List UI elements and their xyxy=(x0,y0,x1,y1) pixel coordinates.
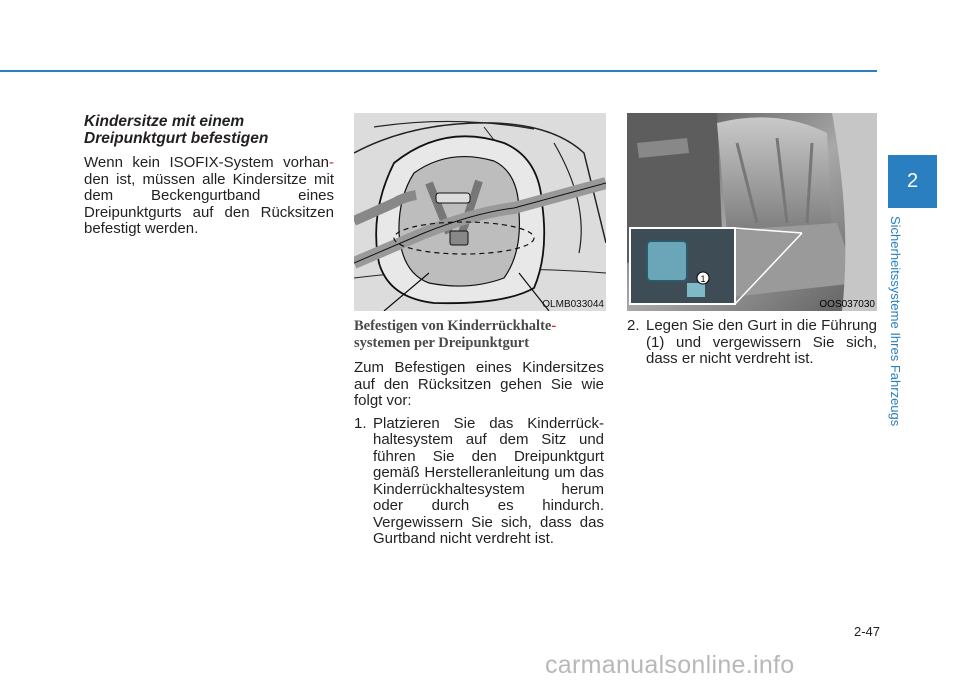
child-seat-drawing xyxy=(354,113,606,311)
intro-text: Zum Befestigen eines Kindersitzes auf den Rücksitzen gehen Sie wie folgt vor: xyxy=(354,359,604,409)
callout-number: 1 xyxy=(700,274,706,284)
section-step-two xyxy=(627,318,877,368)
section-body xyxy=(84,155,334,238)
rear-seat-photo-drawing xyxy=(627,113,877,311)
step-number: 2. xyxy=(627,317,640,334)
soft-hyphen: - xyxy=(551,318,557,334)
list-item xyxy=(354,416,604,548)
subsection-heading-part2: systemen per Dreipunktgurt xyxy=(354,335,530,351)
soft-hyphen: - xyxy=(329,154,334,171)
child-seat-illustration xyxy=(354,113,606,311)
figure-code: OOS037030 xyxy=(819,299,875,310)
subsection-heading xyxy=(354,318,604,352)
step-text: Platzieren Sie das Kinderrück-haltesystem auf dem Sitz und führen Sie den Dreipunktgurt gemäß Herstelleranleitung um das Kinderrückhaltesystem herum oder durch es hindurch. Vergewissern Sie sich, dass das Gurtband nicht verdreht ist. xyxy=(373,414,604,547)
list-item xyxy=(627,318,877,368)
section-three-point-belt xyxy=(84,113,334,238)
figure-code: OLMB033044 xyxy=(542,299,604,310)
step-text: Legen Sie den Gurt in die Führung (1) und vergewissern Sie sich, dass er nicht verdreht ist. xyxy=(646,317,877,367)
body-text-part2: den ist, müssen alle Kindersitze mit dem Beckengurtband eines Dreipunktgurts auf den Rücksitzen befestigt werden. xyxy=(84,170,334,237)
page-number: 2-47 xyxy=(853,624,880,639)
body-text-part1: Wenn kein ISOFIX-System vorhan xyxy=(84,154,329,171)
watermark: carmanualsonline.info xyxy=(545,651,795,679)
subsection-heading-part1: Befestigen von Kinderrückhalte xyxy=(354,318,552,334)
step-number: 1. xyxy=(354,414,367,432)
section-heading-line1: Kindersitze mit einem xyxy=(84,113,245,130)
chapter-number-tab: 2 xyxy=(888,155,937,208)
section-fastening-child-restraint xyxy=(354,318,604,548)
header-rule xyxy=(0,70,877,72)
steps-list xyxy=(354,416,604,548)
section-heading-line2: Dreipunktgurt befestigen xyxy=(84,130,269,147)
rear-seat-photo xyxy=(627,113,877,311)
section-heading xyxy=(84,113,334,147)
chapter-title: Sicherheitssysteme Ihres Fahrzeugs xyxy=(888,216,903,427)
